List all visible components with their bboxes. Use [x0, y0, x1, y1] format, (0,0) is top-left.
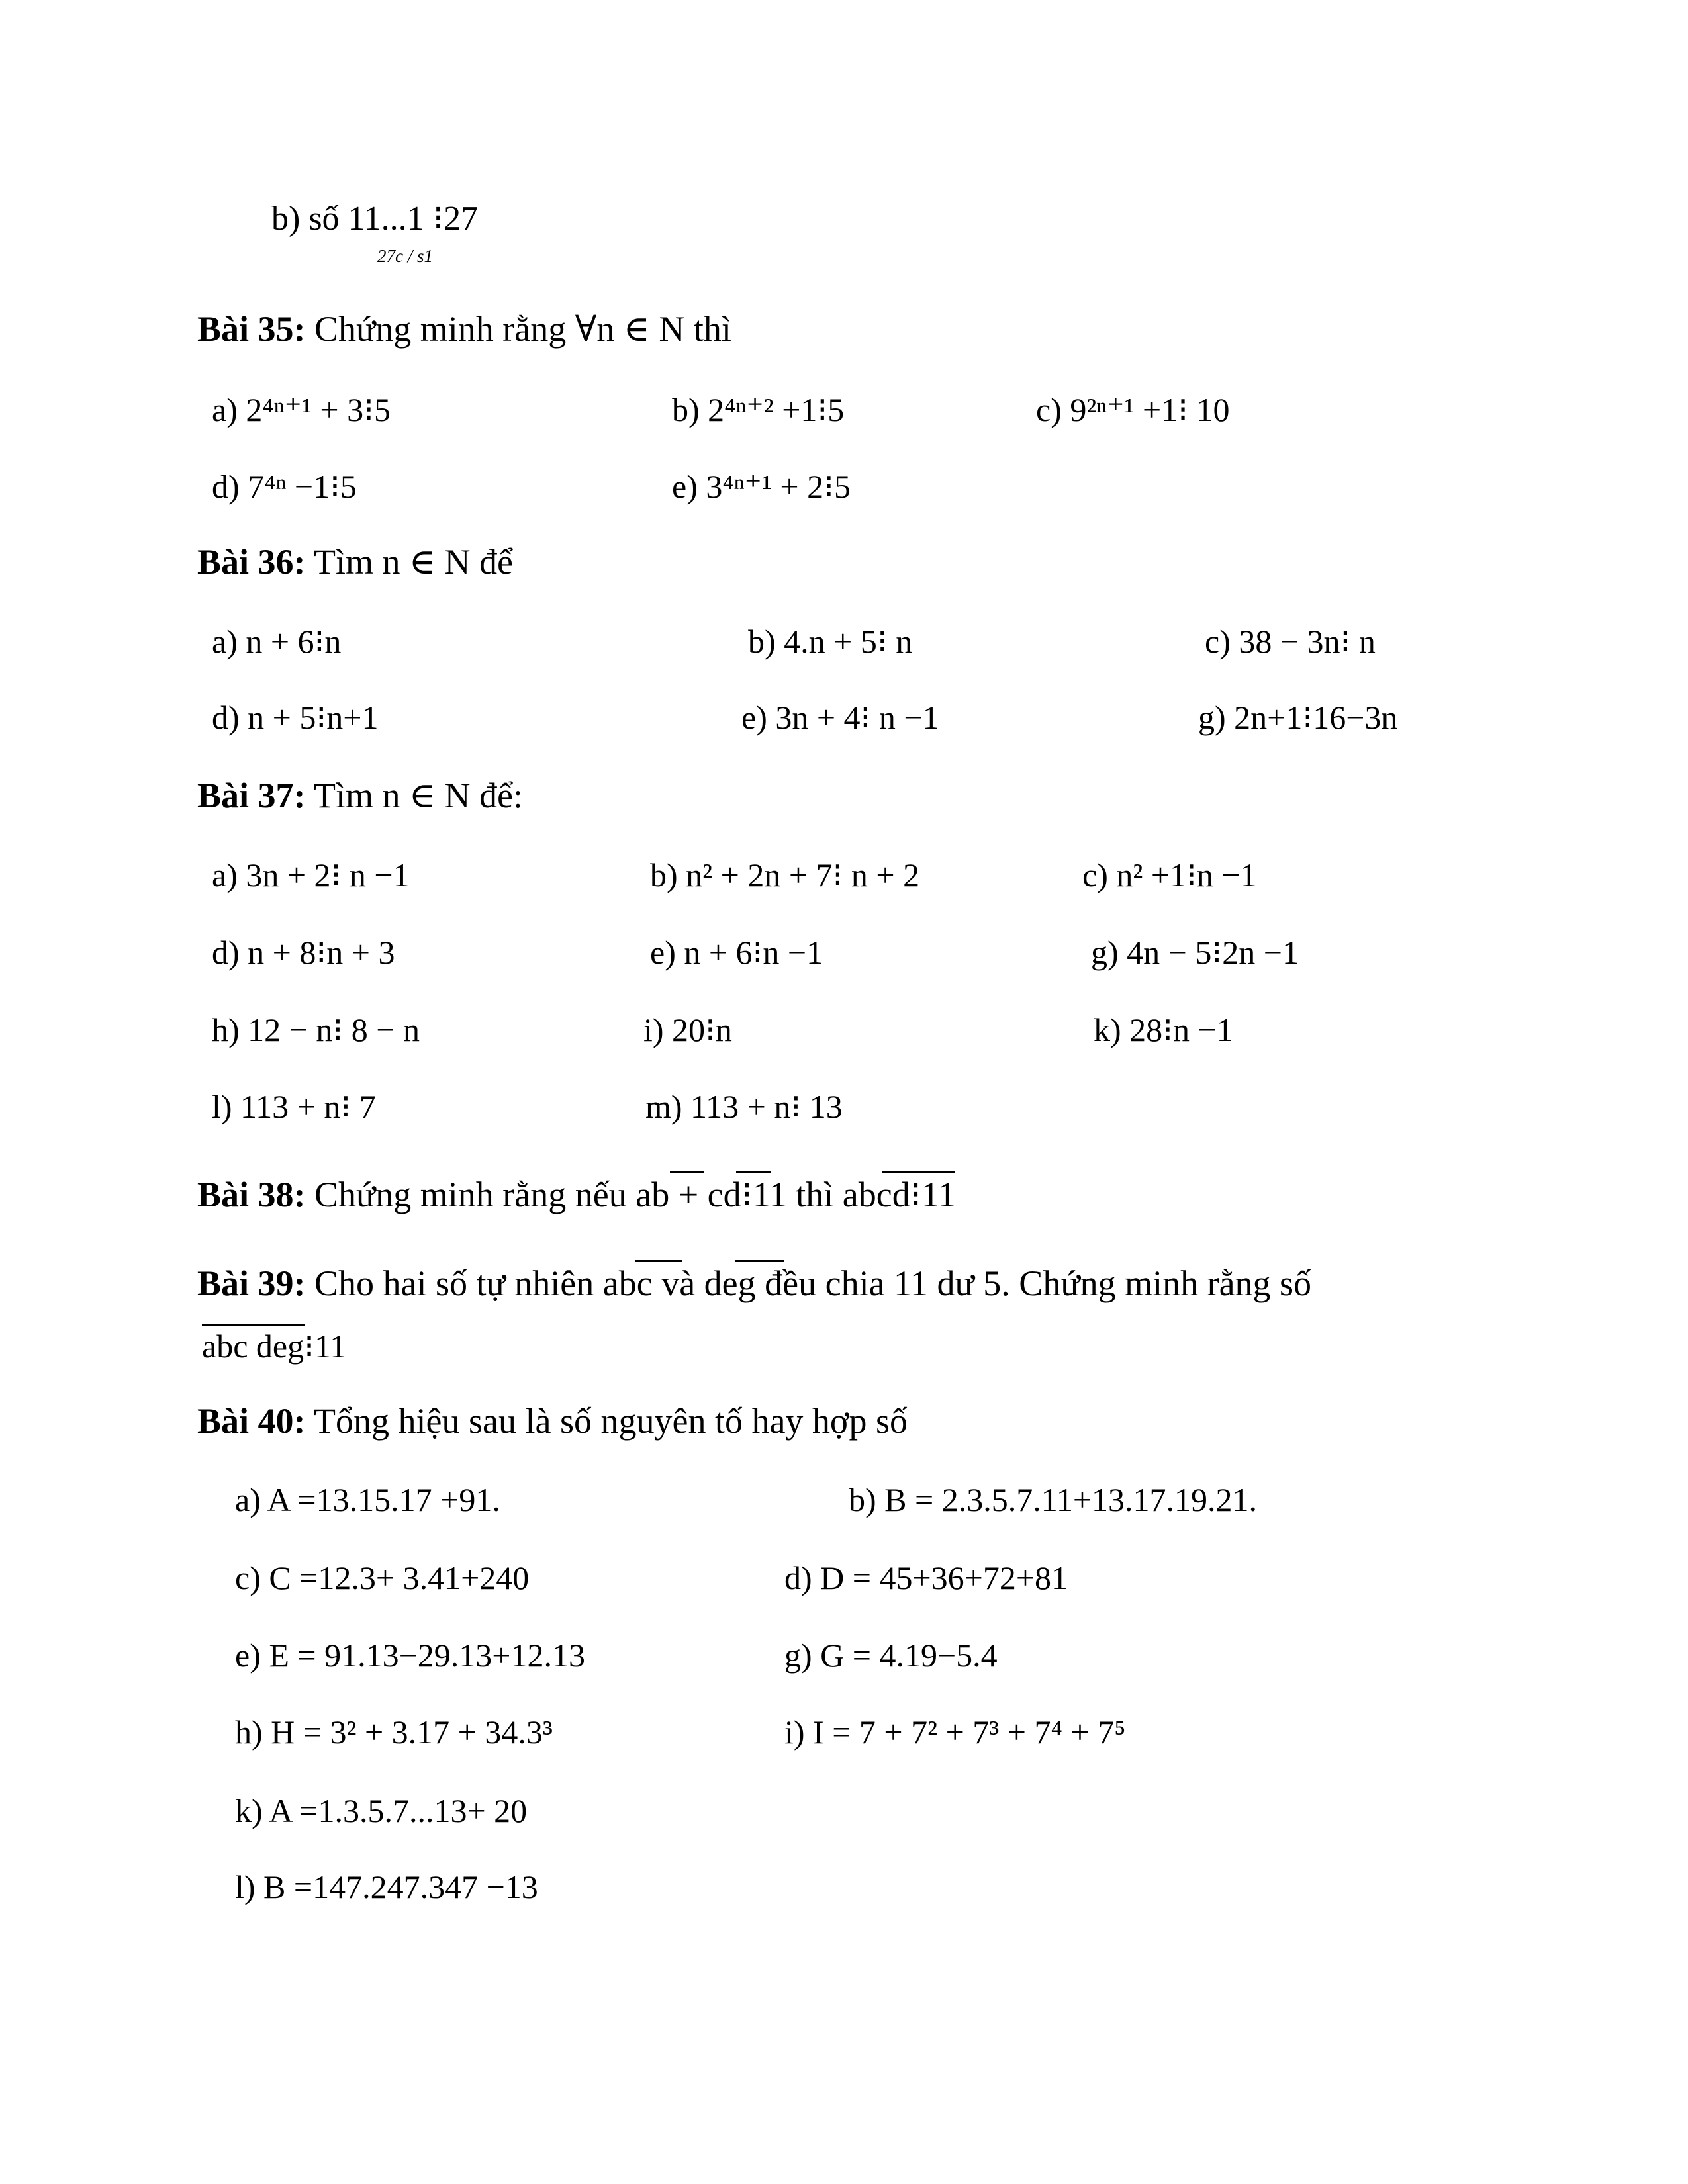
bai40-item-d: d) D = 45+36+72+81	[784, 1559, 1068, 1596]
bai40-item-e: e) E = 91.13−29.13+12.13	[235, 1637, 585, 1674]
label-bai39: Bài 39:	[197, 1263, 306, 1303]
bai35-item-c: c) 9²ⁿ⁺¹ +1⁝ 10	[1036, 391, 1230, 428]
heading-bai40	[197, 1403, 908, 1439]
overline-cd	[736, 1171, 771, 1173]
item-top-b: b) số 11...1 ⁝27	[271, 200, 479, 238]
bai37-item-m: m) 113 + n⁝ 13	[645, 1088, 843, 1125]
bai40-item-h: h) H = 3² + 3.17 + 34.3³	[235, 1713, 553, 1751]
heading-bai38	[197, 1177, 956, 1212]
overline-abc	[635, 1260, 682, 1262]
bai36-item-e: e) 3n + 4⁝ n −1	[741, 699, 939, 736]
overline-ab	[670, 1171, 704, 1173]
bai37-item-h: h) 12 − n⁝ 8 − n	[212, 1011, 420, 1048]
text-bai40: Tổng hiệu sau là số nguyên tố hay hợp số	[314, 1401, 908, 1441]
bai37-item-d: d) n + 8⁝n + 3	[212, 934, 395, 971]
text-bai39: Cho hai số tự nhiên abc và deg đều chia 11 dư 5. Chứng minh rằng số	[314, 1263, 1312, 1303]
bai40-item-c: c) C =12.3+ 3.41+240	[235, 1559, 530, 1596]
overline-abcd	[882, 1171, 955, 1173]
text-bai36: Tìm n ∈ N để	[314, 542, 513, 582]
heading-bai37	[197, 778, 523, 813]
under-label: 27c / s1	[377, 246, 433, 266]
bai35-item-b: b) 2⁴ⁿ⁺² +1⁝5	[672, 391, 845, 428]
bai37-item-i: i) 20⁝n	[643, 1011, 732, 1048]
bai35-item-a: a) 2⁴ⁿ⁺¹ + 3⁝5	[212, 391, 391, 428]
overline-deg	[735, 1260, 784, 1262]
bai40-item-i: i) I = 7 + 7² + 7³ + 7⁴ + 7⁵	[784, 1713, 1126, 1751]
bai37-item-c: c) n² +1⁝n −1	[1082, 856, 1257, 893]
bai36-item-c: c) 38 − 3n⁝ n	[1205, 623, 1376, 660]
bai37-item-k: k) 28⁝n −1	[1094, 1011, 1233, 1048]
label-bai37: Bài 37:	[197, 776, 306, 815]
bai36-item-g: g) 2n+1⁝16−3n	[1198, 699, 1398, 736]
bai37-item-e: e) n + 6⁝n −1	[650, 934, 823, 971]
bai36-item-d: d) n + 5⁝n+1	[212, 699, 379, 736]
heading-bai39	[197, 1265, 1311, 1301]
text-bai37: Tìm n ∈ N để:	[314, 776, 523, 815]
heading-bai35	[197, 311, 731, 347]
bai37-item-l: l) 113 + n⁝ 7	[212, 1088, 376, 1125]
bai40-item-b: b) B = 2.3.5.7.11+13.17.19.21.	[849, 1481, 1258, 1518]
label-bai35: Bài 35:	[197, 309, 306, 349]
bai35-item-d: d) 7⁴ⁿ −1⁝5	[212, 468, 357, 505]
bai37-item-b: b) n² + 2n + 7⁝ n + 2	[650, 856, 920, 893]
heading-bai36	[197, 544, 513, 580]
bai39-line2: abc deg⁝11	[202, 1328, 347, 1365]
bai40-item-g: g) G = 4.19−5.4	[784, 1637, 998, 1674]
bai35-item-e: e) 3⁴ⁿ⁺¹ + 2⁝5	[672, 468, 851, 505]
label-bai38: Bài 38:	[197, 1175, 306, 1214]
bai36-item-a: a) n + 6⁝n	[212, 623, 342, 660]
bai37-item-a: a) 3n + 2⁝ n −1	[212, 856, 410, 893]
text-bai35: Chứng minh rằng ∀n ∈ N thì	[314, 309, 731, 349]
bai36-item-b: b) 4.n + 5⁝ n	[748, 623, 913, 660]
label-bai36: Bài 36:	[197, 542, 306, 582]
overline-abcdeg	[202, 1324, 305, 1326]
label-bai40: Bài 40:	[197, 1401, 306, 1441]
bai40-item-l: l) B =147.247.347 −13	[235, 1868, 538, 1905]
bai37-item-g: g) 4n − 5⁝2n −1	[1091, 934, 1299, 971]
bai40-item-k: k) A =1.3.5.7...13+ 20	[235, 1792, 528, 1829]
text-bai38: Chứng minh rằng nếu ab + cd⁝11 thì abcd⁝11	[314, 1175, 956, 1214]
bai40-item-a: a) A =13.15.17 +91.	[235, 1481, 500, 1518]
